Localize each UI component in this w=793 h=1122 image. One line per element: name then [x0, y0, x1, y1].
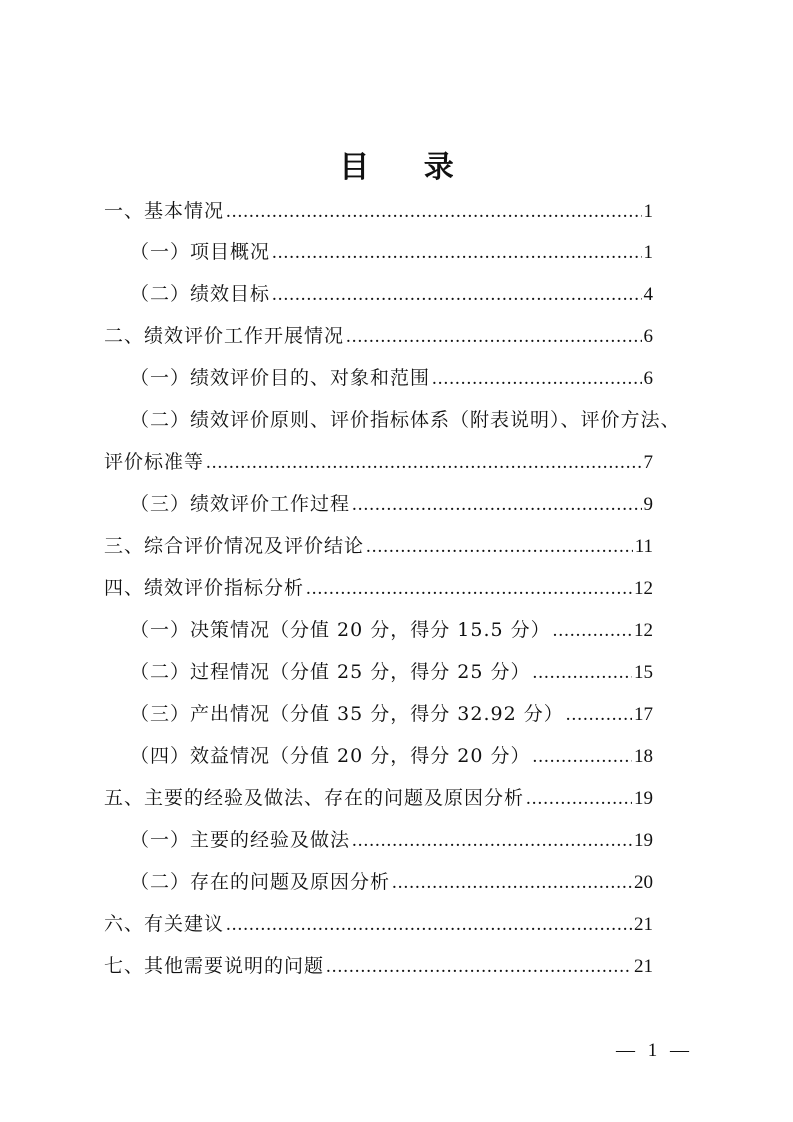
toc-entry-page: 17: [634, 704, 653, 725]
toc-entry[interactable]: [104, 531, 653, 561]
toc-entry-page: 21: [634, 956, 653, 977]
toc-leader-dots: [272, 280, 641, 310]
toc-entry-page: 18: [634, 746, 653, 767]
toc-leader-dots: [533, 658, 632, 688]
toc-entry-label: 五、主要的经验及做法、存在的问题及原因分析: [104, 787, 525, 809]
toc-entry[interactable]: [104, 573, 653, 603]
toc-leader-dots: [366, 532, 633, 562]
toc-entry[interactable]: [130, 741, 653, 771]
toc-entry-page: 1: [643, 201, 653, 222]
toc-entry-page: 12: [634, 620, 653, 641]
toc-entry-label: 三、综合评价情况及评价结论: [104, 535, 365, 557]
toc-leader-dots: [566, 700, 632, 730]
toc-leader-dots: [432, 364, 641, 394]
toc-entry[interactable]: [130, 615, 653, 645]
toc-leader-dots: [226, 197, 641, 227]
toc-entry-label: （二）绩效目标: [130, 283, 271, 305]
toc-entry-page: 9: [643, 494, 653, 515]
toc-entry-label: （一）项目概况: [130, 241, 271, 263]
toc-entry-label: （二）过程情况（分值 25 分，得分 25 分）: [130, 661, 531, 683]
toc-entry-page: 6: [643, 368, 653, 389]
toc-leader-dots: [206, 448, 641, 478]
toc-entry-page: 20: [634, 872, 653, 893]
toc-entry[interactable]: [104, 321, 653, 351]
toc-leader-dots: [533, 742, 632, 772]
toc-leader-dots: [346, 322, 641, 352]
toc-entry-page: 19: [634, 830, 653, 851]
toc-entry-page: 19: [634, 788, 653, 809]
toc-leader-dots: [352, 826, 632, 856]
toc-entry[interactable]: [130, 279, 653, 309]
toc-entry[interactable]: [104, 447, 653, 477]
toc-entry-page: 21: [634, 914, 653, 935]
toc-leader-dots: [553, 616, 632, 646]
toc-leader-dots: [526, 784, 632, 814]
toc-entry-label: （二）存在的问题及原因分析: [130, 871, 391, 893]
toc-entry-label: 一、基本情况: [104, 200, 225, 222]
toc-entry[interactable]: [130, 363, 653, 393]
toc-entry-page: 7: [643, 452, 653, 473]
toc-entry-label: （一）决策情况（分值 20 分，得分 15.5 分）: [130, 619, 551, 641]
toc-leader-dots: [326, 952, 632, 982]
page-title: 目 录: [339, 150, 476, 185]
toc-entry-label: 六、有关建议: [104, 913, 225, 935]
toc-entry-page: 11: [634, 536, 653, 557]
toc-leader-dots: [352, 490, 641, 520]
toc-entry-page: 6: [643, 326, 653, 347]
toc-entry-label: 七、其他需要说明的问题: [104, 955, 325, 977]
toc-entry-label: 四、绩效评价指标分析: [104, 577, 305, 599]
toc-entry-label: （四）效益情况（分值 20 分，得分 20 分）: [130, 745, 531, 767]
toc-entry-page: 1: [643, 242, 653, 263]
toc-entry[interactable]: [130, 657, 653, 687]
toc-entry[interactable]: [130, 489, 653, 519]
toc-entry-page: 12: [634, 578, 653, 599]
toc-entry[interactable]: [130, 825, 653, 855]
toc-entry[interactable]: [104, 196, 653, 226]
toc-leader-dots: [392, 868, 632, 898]
toc-entry-page: 15: [634, 662, 653, 683]
toc-entry[interactable]: [130, 699, 653, 729]
toc-leader-dots: [272, 238, 641, 268]
toc-leader-dots: [226, 910, 632, 940]
toc-entry-label: 二、绩效评价工作开展情况: [104, 325, 345, 347]
toc-entry-page: 4: [643, 284, 653, 305]
toc-entry[interactable]: [104, 909, 653, 939]
toc-entry-label: （一）绩效评价目的、对象和范围: [130, 367, 431, 389]
toc-entry[interactable]: [104, 783, 653, 813]
toc-entry-label: 评价标准等: [104, 451, 205, 473]
toc-entry-label: （一）主要的经验及做法: [130, 829, 351, 851]
toc-entry[interactable]: [130, 237, 653, 267]
toc-leader-dots: [306, 574, 632, 604]
toc-entry-label: （三）绩效评价工作过程: [130, 493, 351, 515]
toc-entry[interactable]: [104, 951, 653, 981]
toc-entry-label-line1[interactable]: （二）绩效评价原则、评价指标体系（附表说明）、评价方法、: [130, 409, 681, 431]
toc-entry-label: （三）产出情况（分值 35 分，得分 32.92 分）: [130, 703, 564, 725]
toc-entry[interactable]: [130, 867, 653, 897]
page-number: — 1 —: [616, 1040, 693, 1061]
